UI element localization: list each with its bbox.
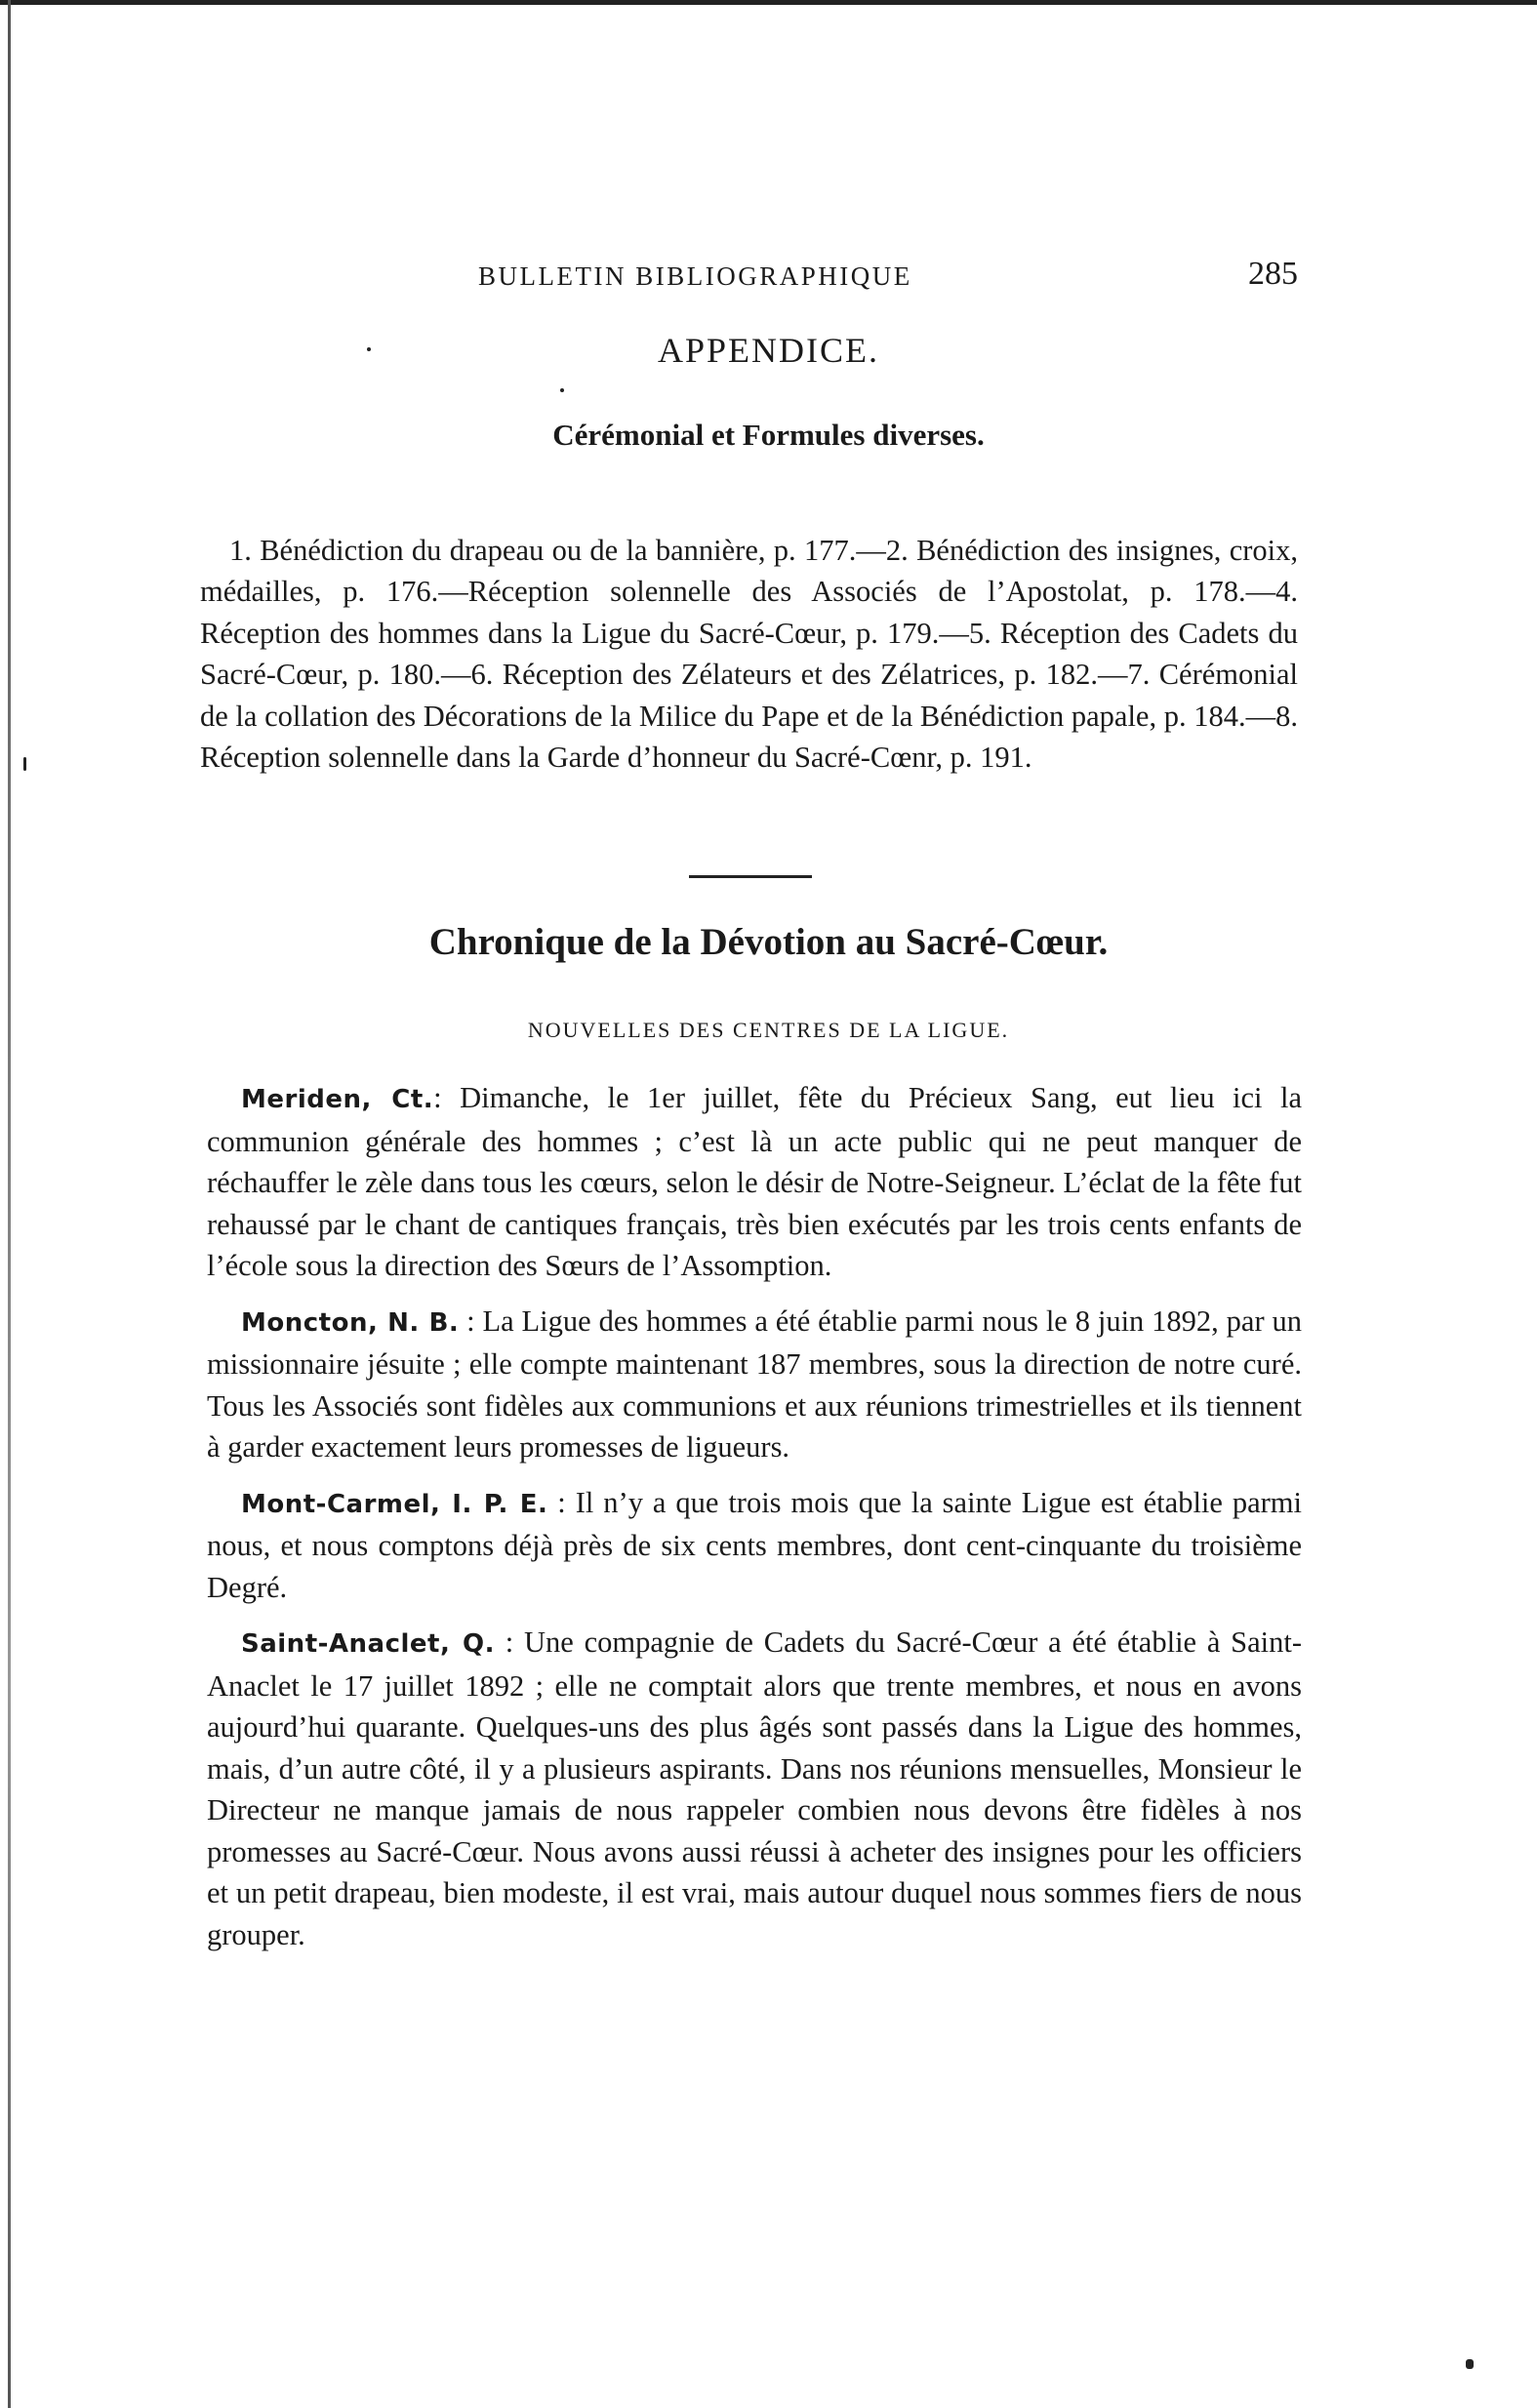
appendix-body: 1. Bénédiction du drapeau ou de la bannière, p. 177.—2. Bénédiction des insignes, croix, médailles, p. 176.—Réception solennelle des Associés de l’Apostolat, p. 178.—4. Réception des hommes dans la Ligue du Sacré-Cœur, p. 179.—5. Réception des Cadets du Sacré-Cœur, p. 180.—6. Réception des Zélateurs et des Zélatrices, p. 182.—7. Cérémonial de la collation des Décorations de la Milice du Pape et de la Bénédiction papale, p. 184.—8. Réception solennelle dans la Garde d’honneur du Sacré-Cœnr, p. 191.	[200, 533, 1298, 774]
ink-speck	[23, 757, 26, 771]
scan-top-edge	[0, 0, 1537, 5]
entry-text: : Il n’y a que trois mois que la sainte Ligue est établie parmi nous, et nous comptons déjà près de six cents membres, dont cent-cinquante du troisième Degré.	[207, 1485, 1303, 1604]
entry-place: Saint-Anaclet, Q.	[241, 1629, 496, 1659]
ink-speck	[367, 347, 371, 351]
appendix-title: APPENDICE.	[657, 331, 880, 370]
appendix-subtitle: Cérémonial et Formules diverses.	[552, 418, 985, 452]
ink-speck	[1466, 2359, 1474, 2369]
entry-text: : Une compagnie de Cadets du Sacré-Cœur a été établie à Saint-Anaclet le 17 juillet 1892 ; elle ne comptait alors que trente membres, et nous en avons aujourd’hui quarante. Quelques-uns des plus âgés sont passés dans la Ligue des hommes, mais, d’un autre côté, il y a plusieurs aspirants. Dans nos réunions mensuelles, Monsieur le Directeur ne manque jamais de nous rappeler combien nous devons être fidèles à nos promesses au Sacré-Cœur. Nous avons aussi réussi à acheter des insignes pour les officiers et un petit drapeau, bien modeste, il est vrai, mais autour duquel nous sommes fiers de nous grouper.	[207, 1625, 1302, 1951]
page-number: 285	[1248, 256, 1298, 292]
entry-place: Mont-Carmel, I. P. E.	[241, 1489, 548, 1519]
ink-speck	[560, 388, 564, 392]
entry-text: : Dimanche, le 1er juillet, fête du Précieux Sang, eut lieu ici la communion générale des hommes ; c’est là un acte public qui ne peut manquer de réchauffer le zèle dans tous les cœurs, selon le désir de Notre-Seigneur. L’éclat de la fête fut rehaussé par le chant de cantiques français, très bien exécutés par les trois cents enfants de l’école sous la direction des Sœurs de l’Assomption.	[207, 1081, 1303, 1282]
section-divider-rule	[689, 875, 812, 878]
entry-text: : La Ligue des hommes a été établie parmi nous le 8 juin 1892, par un missionnaire jésuite ; elle compte maintenant 187 membres, sous la direction de notre curé. Tous les Associés sont fidèles aux communions et aux réunions trimestrielles et ils tiennent à garder exactement leurs promesses de ligueurs.	[207, 1304, 1302, 1464]
entry-place: Meriden, Ct.	[241, 1085, 434, 1114]
entry-saint-anaclet	[207, 1622, 1302, 1955]
entry-place: Moncton, N. B.	[241, 1307, 460, 1338]
entry-moncton	[207, 1301, 1302, 1468]
chronicle-subtitle: NOUVELLES DES CENTRES DE LA LIGUE.	[527, 1018, 1010, 1042]
entry-meriden	[207, 1077, 1302, 1287]
chronicle-entries	[207, 1077, 1302, 1969]
running-title: BULLETIN BIBLIOGRAPHIQUE	[478, 261, 912, 291]
chronicle-title: Chronique de la Dévotion au Sacré-Cœur.	[428, 921, 1109, 963]
entry-mont-carmel	[207, 1482, 1302, 1609]
running-header	[283, 256, 1298, 299]
